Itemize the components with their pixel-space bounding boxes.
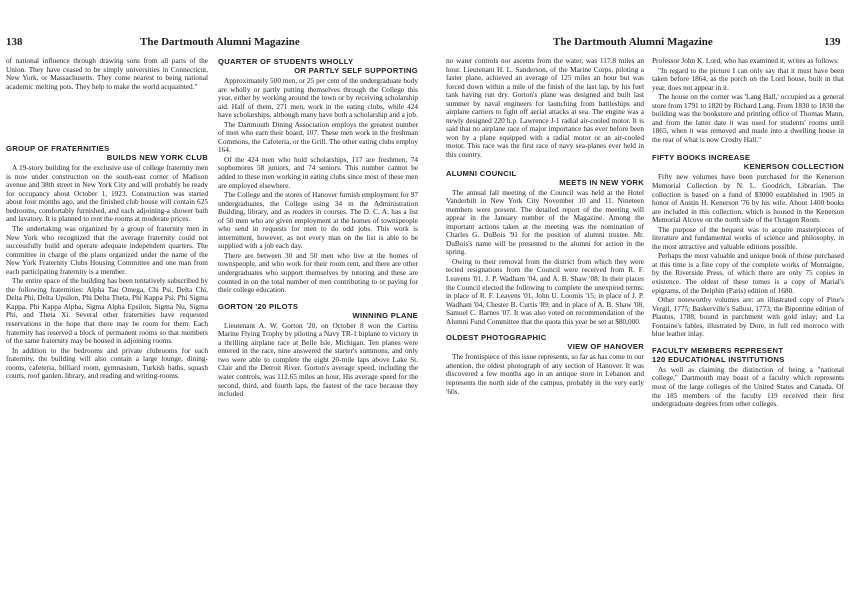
books-paragraph: The purpose of the bequest was to acquire masterpieces of literature and fundamental works of science and philosophy, in the most attractive and valuable editions possible. — [652, 224, 844, 251]
left-column-1 — [6, 57, 208, 382]
photo-title-line-2: VIEW OF HANOVER — [567, 342, 644, 352]
council-title-line-1: ALUMNI COUNCIL — [446, 168, 517, 178]
club-paragraph: The entire space of the building has been tentatively subscribed by the following fraternities: Alpha Tau Omega, Chi Psi, Delta Chi, Delta Phi, Delta Upsilon, Phi Delta Theta, Phi Kappa Psi, Phi Sigma Kappa, Phi Kappa Alpha, Sigma Alpha Epsilon, Sigma Nu, Sigma Phi, and Theta Xi. Several other fraternities have requested reservations in the hope that there may be room for them. Each fraternity has reserved a block of permanent rooms so that members of the same fraternity may be housed in adjoining rooms. — [6, 276, 208, 346]
club-paragraph: The undertaking was organized by a group of fraternity men in New York who recognized that the average fraternity could not successfully build and operate adequate independent quarters. The committee in charge of the plans organized under the name of the New York Fraternity Clubs Housing Committee and one man from each participating fraternity is a member. — [6, 224, 208, 276]
books-title-line-1: FIFTY BOOKS INCREASE — [652, 153, 751, 163]
intro-paragraph: of national influence through drawing sons from all parts of the Union. They have ceased to be simply universities in Connecticut, New York, or Massachusetts. They come nearest to being national academic melting pots. They help to make the world acquainted." — [6, 56, 208, 91]
page-number-left: 138 — [6, 36, 23, 48]
quarter-paragraph: There are between 30 and 50 men who live at the homes of townspeople, and who work for their room rent, and there are other undergraduates who support themselves by tutoring and these are counted in on the total number of men contributing to or paying for their college education. — [218, 250, 418, 295]
gorton-title-line-2: WINNING PLANE — [352, 310, 418, 320]
gorton-article-title — [218, 302, 418, 320]
page-number-right: 139 — [824, 36, 841, 48]
quarter-paragraph: The Dartmouth Dining Association employs the greatest number of men who earn their board, 107. These men work in the freshman Commons, the Cafeteria, or the Grill. The other eating clubs employ 164. — [218, 119, 418, 155]
faculty-title-line-1: FACULTY MEMBERS REPRESENT — [652, 345, 784, 355]
council-title-line-2: MEETS IN NEW YORK — [559, 177, 644, 187]
council-paragraph: The annual fall meeting of the Council was held at the Hotel Vanderbilt in New York City November 10 and 11. Nineteen members were present. The detailed report of the meeting will appear in the January number of the Magazine. Among the important actions taken at the meeting was the nomination of Charles G. DuBois '91 for the position of alumni trustee. Mr. DuBois's name will be presented to the alumni for action in the spring. — [446, 187, 644, 257]
running-head-right: The Dartmouth Alumni Magazine — [553, 36, 713, 48]
club-title-line-1: GROUP OF FRATERNITIES — [6, 144, 110, 154]
gorton-continued-paragraph: no water controls nor ascents from the water, was 117.8 miles an hour. Lieutenant H. L. Sanderson, of the Marine Corps, piloting a faster plane, achieved an average of 125 miles an hour but was forced down within a mile of the finish of the last lap, by his fuel tank having run dry. Gorton's plane was designed and built last summer by naval engineers for launching from battleships and airplane carriers to fight off aerial attacks at sea. The engine was a newly designed 220 h.p. Lawrence J-1 radial air-cooled motor. It is said that no airplane race of major importance has ever before been won by a plane equipped with a radial motor or an air-cooled motor. This race was the first race of navy sea-planes ever held in this country. — [446, 56, 644, 160]
club-paragraph: A 19-story building for the exclusive use of college fraternity men is now under construction on the south-east corner of Madison avenue and 38th street in New York City and will probably be ready for occupancy about October 1, 1923. Construction was started about four months ago, and the finished club house will contain 625 bedrooms, comfortably furnished, and each adjoining-a shower bath and lavatory. It is planned to rent the rooms at moderate prices. — [6, 163, 208, 224]
books-paragraph: Fifty new volumes have been purchased for the Kenerson Memorial Collection by N. L. Goodrich, Librarian. The collection is based on a fund of $3000 established in 1905 in honor of Austin H. Kenerson '76 by his wife. About 1400 books are included in this collection, which is housed in the Kenerson Memorial Alcove on the north side of the Octagon Room. — [652, 172, 844, 225]
photo-quote-paragraph: "In regard to the picture I can only say that it must have been taken before 1864, as the porch on the Lord house, built in that year, does not appear in it. — [652, 65, 844, 92]
club-article-title — [6, 144, 208, 162]
club-paragraph: In addition to the bedrooms and private clubrooms for each fraternity, the building will also contain a large lounge, dining-rooms, cafeteria, billiard room, gymnasium, Turkish baths, squash courts, roof garden, library, and reading and writing-rooms. — [6, 345, 208, 381]
right-page — [426, 0, 852, 600]
gorton-title-line-1: GORTON '20 PILOTS — [218, 301, 299, 311]
right-column-1 — [446, 57, 644, 397]
books-title-line-2: KENERSON COLLECTION — [743, 162, 844, 172]
faculty-paragraph: As well as claiming the distinction of being a "national college," Dartmouth may boast of a faculty which represents most of the large colleges of the United States and Canada. Of the 185 members of the faculty 119 received their first undergraduate degrees from other colleges. — [652, 364, 844, 409]
quarter-title-line-1: QUARTER OF STUDENTS WHOLLY — [218, 57, 354, 66]
left-column-2 — [218, 57, 418, 400]
quarter-title-line-2: OR PARTLY SELF SUPPORTING — [294, 66, 418, 75]
quarter-article-title — [218, 57, 418, 75]
quarter-paragraph: Of the 424 men who hold scholarships, 117 are freshmen, 74 sophomores 58 juniors, and 74 seniors. This number cannot be added to these men working in eating clubs since most of these men are employed elsewhere. — [218, 154, 418, 190]
faculty-article-title — [652, 346, 844, 364]
books-article-title — [652, 153, 844, 171]
photo-continued-paragraph: Professor John K. Lord, who has examined it, writes as follows: — [652, 56, 840, 65]
faculty-title-line-2: 120 EDUCATIONAL INSTITUTIONS — [652, 354, 785, 364]
quarter-paragraph: The College and the stores of Hanover furnish employment for 97 undergraduates, the College using 34 in the Administration Building, library, and as readers in courses. The D. C. A. has a list of 50 men who are given employment at the homes of townspeople who send in requests for men to do odd jobs. This work is intermittent, however, as not every man on the list is able to be supplied with a job each day. — [218, 190, 418, 251]
running-head-left: The Dartmouth Alumni Magazine — [140, 36, 300, 48]
council-paragraph: Owing to their removal from the district from which they were tected resignations from the Council were received from R. F. Leavens '01, J. P. Wadham '04, and A. B. Shaw '08. In their places the Council elected the following to complete the unexpired terms: in place of R. F. Leavens '01, John U. Loomis '15; in place of J. P. Wadham '04, Chester B. Curtis '89; and in place of A. B. Shaw '08, Samuel C. Barnes '07. It was also voted on recommendation of the Alumni Fund Committee that the quota this year be set at $80,000. — [446, 256, 644, 326]
quarter-paragraph: Approximately 500 men, or 25 per cent of the undergraduate body are wholly or partly putting themselves through the College this year, either by working around the town or by receiving scholarship aid. Half of them, 271 men, work in the eating clubs, while 424 have scholarships, although many have both a scholarship and a job. — [218, 76, 418, 120]
council-article-title — [446, 169, 644, 187]
club-title-line-2: BUILDS NEW YORK CLUB — [106, 153, 208, 163]
books-paragraph: Perhaps the most valuable and unique book of those purchased at this time is a fine copy of the complete works of Montaigne, by the Riverside Press, of which there are only 75 copies in existence. The oldest of these tomes is a copy of Marial's epigrams, of the Delphin (Paris) edition of 1680. — [652, 251, 844, 295]
photo-paragraph: The frontispiece of this issue represents, so far as has come to our attention, the oldest photograph of any section of Hanover. It was discovered a few months ago in an antique store in Lebanon and represents the north side of the campus, probably in the very early '60s. — [446, 352, 644, 396]
photo-title-line-1: OLDEST PHOTOGRAPHIC — [446, 333, 547, 343]
right-column-2 — [652, 57, 844, 410]
books-paragraph: Other noteworthy volumes are: an illustrated copy of Pine's Vergil, 1775; Baskerville's Sallust, 1773; the Bipontine edition of Plautus, 1788, bound in parchment with gold inlay; and La Fontaine's fables, illustrated by Dore, in full red morroco with blue leather inlay. — [652, 295, 844, 339]
gorton-paragraph: Lieutenant A. W. Gorton '20, on October 8 won the Curtiss Marine Flying Trophy by piloting a Navy TR-1 biplane to victory in a thrilling airplane race at Belle Isle, Michigan. Ten planes were entered in the race, nine answered the starter's summons, and only two were able to complete the eight 20-mile laps above Lake St. Clair and the Detroit River. Gorton's average speed, including the water controls, was 112.65 miles an hour, His average speed for the second, third, and fourth laps, the fastest of the race because they included — [218, 320, 418, 399]
photo-quote-paragraph: The house on the corner was 'Lang Hall,' occupied as a general store from 1791 to 1820 by Richard Lang. From 1830 to 1838 the building was the bookstore and printing office of Thomas Mann, and from the latter date it was used for students' rooms until 1865, when it was removed and made into a dwelling house in the rear of what is now Crosby Hall." — [652, 92, 844, 144]
photo-article-title — [446, 333, 644, 351]
